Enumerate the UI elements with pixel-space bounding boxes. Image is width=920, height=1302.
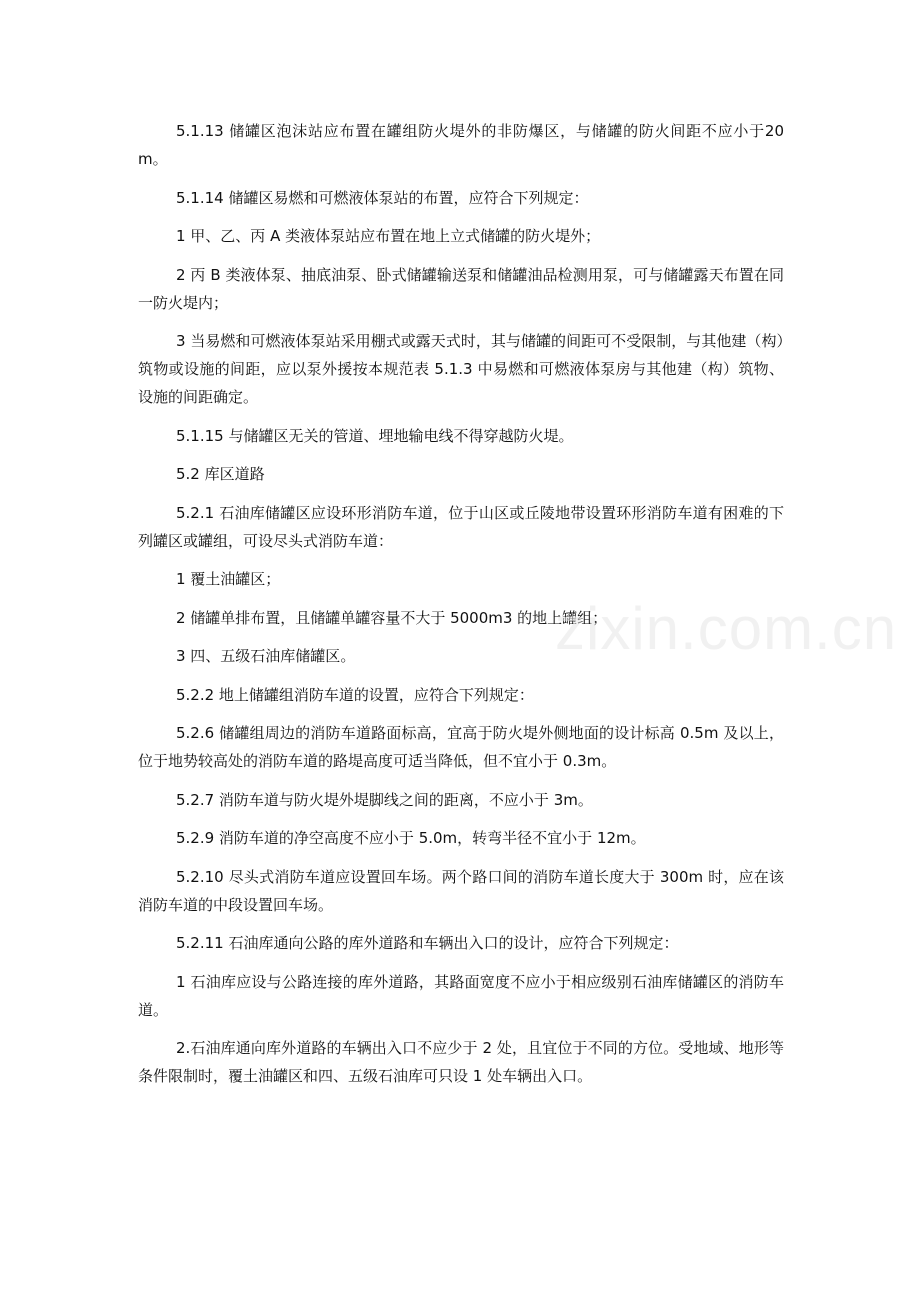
- paragraph-5-2-1-item-3: 3 四、五级石油库储罐区。: [176, 647, 356, 665]
- paragraph-5-1-14-item-2: 2 丙 B 类液体泵、抽底油泵、卧式储罐输送泵和储罐油品检测用泵，可与储罐露天布置在同一防火堤内；: [138, 265, 784, 312]
- paragraph-5-2-1-item-1: 1 覆土油罐区；: [176, 570, 281, 588]
- paragraph-5-2-11-item-1: 1 石油库应设与公路连接的库外道路，其路面宽度不应小于相应级别石油库储罐区的消防车道。: [138, 972, 784, 1019]
- paragraph-5-1-13: 5.1.13 储罐区泡沫站应布置在罐组防火堤外的非防爆区，与储罐的防火间距不应小于20m。: [138, 122, 784, 168]
- section-heading-5-2: 5.2 库区道路: [176, 465, 265, 483]
- paragraph-5-1-14-item-1: 1 甲、乙、丙 A 类液体泵站应布置在地上立式储罐的防火堤外；: [176, 227, 601, 245]
- paragraph-5-2-11-item-2: 2.石油库通向库外道路的车辆出入口不应少于 2 处，且宜位于不同的方位。受地域、地形等条件限制时，覆土油罐区和四、五级石油库可只设 1 处车辆出入口。: [138, 1039, 784, 1085]
- paragraph-5-2-11: 5.2.11 石油库通向公路的库外道路和车辆出入口的设计，应符合下列规定：: [176, 934, 679, 952]
- paragraph-5-2-2: 5.2.2 地上储罐组消防车道的设置，应符合下列规定：: [176, 685, 534, 704]
- paragraph-5-1-14: 5.1.14 储罐区易燃和可燃液体泵站的布置，应符合下列规定：: [176, 188, 589, 207]
- paragraph-5-2-1-item-2: 2 储罐单排布置，且储罐单罐容量不大于 5000m3 的地上罐组；: [176, 608, 608, 627]
- paragraph-5-2-9: 5.2.9 消防车道的净空高度不应小于 5.0m，转弯半径不宜小于 12m。: [176, 829, 646, 847]
- paragraph-5-2-7: 5.2.7 消防车道与防火堤外堤脚线之间的距离，不应小于 3m。: [176, 790, 593, 809]
- document-body: [138, 117, 784, 1101]
- paragraph-5-2-1: 5.2.1 石油库储罐区应设环形消防车道，位于山区或丘陵地带设置环形消防车道有困难的下列罐区或罐组，可设尽头式消防车道：: [138, 503, 784, 550]
- paragraph-5-2-10: 5.2.10 尽头式消防车道应设置回车场。两个路口间的消防车道长度大于 300m 时，应在该消防车道的中段设置回车场。: [138, 867, 784, 914]
- watermark: zixin.com.cn: [555, 595, 898, 662]
- paragraph-5-1-14-item-3: 3 当易燃和可燃液体泵站采用棚式或露天式时，其与储罐的间距可不受限制，与其他建（构）筑物或设施的间距，应以泵外援按本规范表 5.1.3 中易燃和可燃液体泵房与其他建（构）筑物、设施的间距确定。: [138, 332, 784, 406]
- paragraph-5-1-15: 5.1.15 与储罐区无关的管道、埋地输电线不得穿越防火堤。: [176, 426, 574, 445]
- paragraph-5-2-6: 5.2.6 储罐组周边的消防车道路面标高，宜高于防火堤外侧地面的设计标高 0.5m 及以上，位于地势较高处的消防车道的路堤高度可适当降低，但不宜小于 0.3m。: [138, 724, 784, 770]
